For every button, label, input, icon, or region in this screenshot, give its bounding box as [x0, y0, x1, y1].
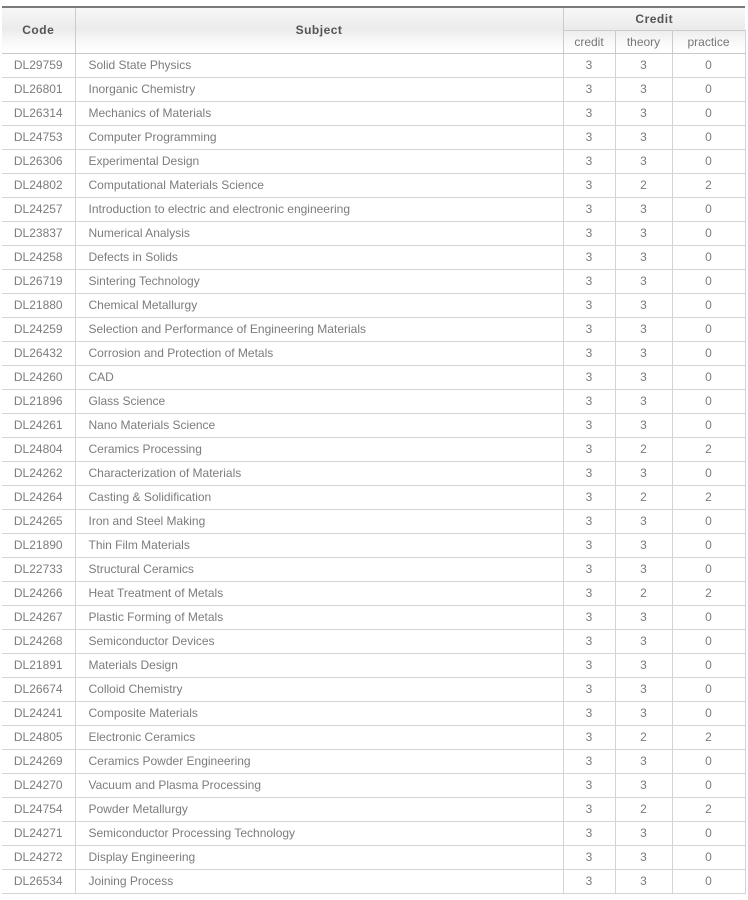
practice-cell: 0	[672, 125, 745, 149]
table-row	[2, 461, 745, 485]
table-row	[2, 725, 745, 749]
table-row	[2, 869, 745, 893]
theory-cell: 3	[615, 101, 672, 125]
code-cell: DL21880	[2, 293, 75, 317]
column-header-credit: credit	[563, 30, 615, 53]
code-cell: DL24271	[2, 821, 75, 845]
practice-cell: 0	[672, 149, 745, 173]
table-row	[2, 557, 745, 581]
theory-cell: 3	[615, 269, 672, 293]
credit-cell: 3	[563, 773, 615, 797]
subject-cell: Characterization of Materials	[75, 461, 563, 485]
subject-cell: Sintering Technology	[75, 269, 563, 293]
practice-cell: 0	[672, 245, 745, 269]
theory-cell: 3	[615, 701, 672, 725]
credit-cell: 3	[563, 269, 615, 293]
course-credit-table	[2, 6, 746, 894]
table-row	[2, 53, 745, 77]
table-row	[2, 845, 745, 869]
column-header-practice: practice	[672, 30, 745, 53]
table-row	[2, 269, 745, 293]
credit-cell: 3	[563, 653, 615, 677]
table-row	[2, 389, 745, 413]
table-body	[2, 53, 745, 893]
theory-cell: 2	[615, 797, 672, 821]
subject-cell: Experimental Design	[75, 149, 563, 173]
table-row	[2, 509, 745, 533]
credit-cell: 3	[563, 221, 615, 245]
table-row	[2, 341, 745, 365]
table-row	[2, 749, 745, 773]
practice-cell: 0	[672, 869, 745, 893]
practice-cell: 0	[672, 629, 745, 653]
code-cell: DL24241	[2, 701, 75, 725]
code-cell: DL26306	[2, 149, 75, 173]
theory-cell: 3	[615, 221, 672, 245]
header-group-row	[2, 7, 745, 30]
subject-cell: Composite Materials	[75, 701, 563, 725]
subject-cell: Plastic Forming of Metals	[75, 605, 563, 629]
theory-cell: 3	[615, 869, 672, 893]
table-row	[2, 605, 745, 629]
table-row	[2, 629, 745, 653]
practice-cell: 0	[672, 77, 745, 101]
credit-cell: 3	[563, 197, 615, 221]
theory-cell: 3	[615, 749, 672, 773]
theory-cell: 3	[615, 461, 672, 485]
credit-cell: 3	[563, 317, 615, 341]
code-cell: DL24260	[2, 365, 75, 389]
table-row	[2, 149, 745, 173]
theory-cell: 3	[615, 413, 672, 437]
code-cell: DL26719	[2, 269, 75, 293]
practice-cell: 2	[672, 485, 745, 509]
table-row	[2, 173, 745, 197]
practice-cell: 2	[672, 173, 745, 197]
subject-cell: Selection and Performance of Engineering Materials	[75, 317, 563, 341]
credit-cell: 3	[563, 605, 615, 629]
theory-cell: 3	[615, 533, 672, 557]
code-cell: DL24262	[2, 461, 75, 485]
credit-cell: 3	[563, 413, 615, 437]
code-cell: DL24754	[2, 797, 75, 821]
table-row	[2, 533, 745, 557]
table-row	[2, 317, 745, 341]
table-row	[2, 581, 745, 605]
code-cell: DL26674	[2, 677, 75, 701]
subject-cell: Mechanics of Materials	[75, 101, 563, 125]
theory-cell: 3	[615, 125, 672, 149]
practice-cell: 0	[672, 221, 745, 245]
code-cell: DL24753	[2, 125, 75, 149]
code-cell: DL24269	[2, 749, 75, 773]
practice-cell: 0	[672, 197, 745, 221]
theory-cell: 3	[615, 821, 672, 845]
practice-cell: 0	[672, 605, 745, 629]
credit-cell: 3	[563, 821, 615, 845]
code-cell: DL26534	[2, 869, 75, 893]
subject-cell: Introduction to electric and electronic engineering	[75, 197, 563, 221]
credit-cell: 3	[563, 725, 615, 749]
subject-cell: Structural Ceramics	[75, 557, 563, 581]
credit-cell: 3	[563, 533, 615, 557]
practice-cell: 0	[672, 653, 745, 677]
practice-cell: 2	[672, 581, 745, 605]
theory-cell: 3	[615, 677, 672, 701]
theory-cell: 3	[615, 365, 672, 389]
credit-cell: 3	[563, 149, 615, 173]
subject-cell: Semiconductor Processing Technology	[75, 821, 563, 845]
practice-cell: 0	[672, 53, 745, 77]
practice-cell: 0	[672, 293, 745, 317]
code-cell: DL23837	[2, 221, 75, 245]
subject-cell: Casting & Solidification	[75, 485, 563, 509]
theory-cell: 3	[615, 53, 672, 77]
code-cell: DL21891	[2, 653, 75, 677]
practice-cell: 0	[672, 269, 745, 293]
credit-cell: 3	[563, 173, 615, 197]
column-header-theory: theory	[615, 30, 672, 53]
practice-cell: 0	[672, 773, 745, 797]
code-cell: DL24805	[2, 725, 75, 749]
table-row	[2, 77, 745, 101]
table-row	[2, 413, 745, 437]
theory-cell: 2	[615, 437, 672, 461]
credit-cell: 3	[563, 389, 615, 413]
practice-cell: 2	[672, 437, 745, 461]
column-header-code: Code	[2, 7, 75, 53]
table-row	[2, 773, 745, 797]
code-cell: DL24257	[2, 197, 75, 221]
subject-cell: Solid State Physics	[75, 53, 563, 77]
table-row	[2, 365, 745, 389]
subject-cell: Nano Materials Science	[75, 413, 563, 437]
credit-cell: 3	[563, 629, 615, 653]
table-row	[2, 125, 745, 149]
practice-cell: 0	[672, 845, 745, 869]
subject-cell: Computational Materials Science	[75, 173, 563, 197]
theory-cell: 3	[615, 389, 672, 413]
theory-cell: 3	[615, 197, 672, 221]
theory-cell: 3	[615, 245, 672, 269]
credit-cell: 3	[563, 341, 615, 365]
credit-cell: 3	[563, 845, 615, 869]
credit-cell: 3	[563, 701, 615, 725]
column-header-credit-group: Credit	[563, 7, 745, 30]
code-cell: DL26314	[2, 101, 75, 125]
theory-cell: 3	[615, 845, 672, 869]
code-cell: DL21890	[2, 533, 75, 557]
table-row	[2, 221, 745, 245]
subject-cell: Vacuum and Plasma Processing	[75, 773, 563, 797]
credit-cell: 3	[563, 581, 615, 605]
subject-cell: Materials Design	[75, 653, 563, 677]
subject-cell: Ceramics Powder Engineering	[75, 749, 563, 773]
credit-cell: 3	[563, 293, 615, 317]
credit-cell: 3	[563, 245, 615, 269]
practice-cell: 0	[672, 533, 745, 557]
subject-cell: Electronic Ceramics	[75, 725, 563, 749]
theory-cell: 3	[615, 557, 672, 581]
practice-cell: 0	[672, 101, 745, 125]
credit-cell: 3	[563, 125, 615, 149]
code-cell: DL26801	[2, 77, 75, 101]
code-cell: DL24270	[2, 773, 75, 797]
theory-cell: 2	[615, 173, 672, 197]
subject-cell: Ceramics Processing	[75, 437, 563, 461]
table-row	[2, 245, 745, 269]
code-cell: DL24259	[2, 317, 75, 341]
credit-cell: 3	[563, 437, 615, 461]
code-cell: DL22733	[2, 557, 75, 581]
code-cell: DL24268	[2, 629, 75, 653]
code-cell: DL24264	[2, 485, 75, 509]
code-cell: DL24261	[2, 413, 75, 437]
practice-cell: 0	[672, 701, 745, 725]
subject-cell: Iron and Steel Making	[75, 509, 563, 533]
credit-cell: 3	[563, 53, 615, 77]
credit-cell: 3	[563, 677, 615, 701]
table-row	[2, 197, 745, 221]
code-cell: DL24265	[2, 509, 75, 533]
practice-cell: 2	[672, 725, 745, 749]
table-row	[2, 101, 745, 125]
table-row	[2, 485, 745, 509]
practice-cell: 0	[672, 509, 745, 533]
code-cell: DL29759	[2, 53, 75, 77]
subject-cell: Colloid Chemistry	[75, 677, 563, 701]
practice-cell: 0	[672, 821, 745, 845]
practice-cell: 0	[672, 677, 745, 701]
code-cell: DL21896	[2, 389, 75, 413]
practice-cell: 0	[672, 461, 745, 485]
theory-cell: 3	[615, 317, 672, 341]
credit-cell: 3	[563, 869, 615, 893]
table-row	[2, 701, 745, 725]
column-header-subject: Subject	[75, 7, 563, 53]
credit-cell: 3	[563, 749, 615, 773]
subject-cell: Glass Science	[75, 389, 563, 413]
subject-cell: Semiconductor Devices	[75, 629, 563, 653]
credit-cell: 3	[563, 365, 615, 389]
theory-cell: 3	[615, 341, 672, 365]
credit-cell: 3	[563, 797, 615, 821]
practice-cell: 2	[672, 797, 745, 821]
practice-cell: 0	[672, 749, 745, 773]
theory-cell: 3	[615, 629, 672, 653]
table-row	[2, 797, 745, 821]
credit-cell: 3	[563, 557, 615, 581]
credit-cell: 3	[563, 101, 615, 125]
theory-cell: 3	[615, 773, 672, 797]
subject-cell: CAD	[75, 365, 563, 389]
subject-cell: Numerical Analysis	[75, 221, 563, 245]
subject-cell: Display Engineering	[75, 845, 563, 869]
subject-cell: Defects in Solids	[75, 245, 563, 269]
table-row	[2, 653, 745, 677]
subject-cell: Thin Film Materials	[75, 533, 563, 557]
code-cell: DL24267	[2, 605, 75, 629]
code-cell: DL24804	[2, 437, 75, 461]
code-cell: DL24272	[2, 845, 75, 869]
subject-cell: Corrosion and Protection of Metals	[75, 341, 563, 365]
credit-cell: 3	[563, 77, 615, 101]
theory-cell: 2	[615, 485, 672, 509]
practice-cell: 0	[672, 341, 745, 365]
theory-cell: 2	[615, 581, 672, 605]
theory-cell: 2	[615, 725, 672, 749]
practice-cell: 0	[672, 317, 745, 341]
subject-cell: Chemical Metallurgy	[75, 293, 563, 317]
credit-cell: 3	[563, 461, 615, 485]
table-row	[2, 437, 745, 461]
subject-cell: Joining Process	[75, 869, 563, 893]
practice-cell: 0	[672, 365, 745, 389]
subject-cell: Powder Metallurgy	[75, 797, 563, 821]
credit-cell: 3	[563, 485, 615, 509]
practice-cell: 0	[672, 413, 745, 437]
subject-cell: Computer Programming	[75, 125, 563, 149]
subject-cell: Heat Treatment of Metals	[75, 581, 563, 605]
theory-cell: 3	[615, 149, 672, 173]
theory-cell: 3	[615, 509, 672, 533]
table-row	[2, 821, 745, 845]
table-row	[2, 677, 745, 701]
theory-cell: 3	[615, 77, 672, 101]
code-cell: DL24258	[2, 245, 75, 269]
code-cell: DL24802	[2, 173, 75, 197]
practice-cell: 0	[672, 557, 745, 581]
subject-cell: Inorganic Chemistry	[75, 77, 563, 101]
theory-cell: 3	[615, 653, 672, 677]
theory-cell: 3	[615, 605, 672, 629]
table-header	[2, 7, 745, 53]
code-cell: DL26432	[2, 341, 75, 365]
practice-cell: 0	[672, 389, 745, 413]
table-row	[2, 293, 745, 317]
credit-cell: 3	[563, 509, 615, 533]
code-cell: DL24266	[2, 581, 75, 605]
theory-cell: 3	[615, 293, 672, 317]
